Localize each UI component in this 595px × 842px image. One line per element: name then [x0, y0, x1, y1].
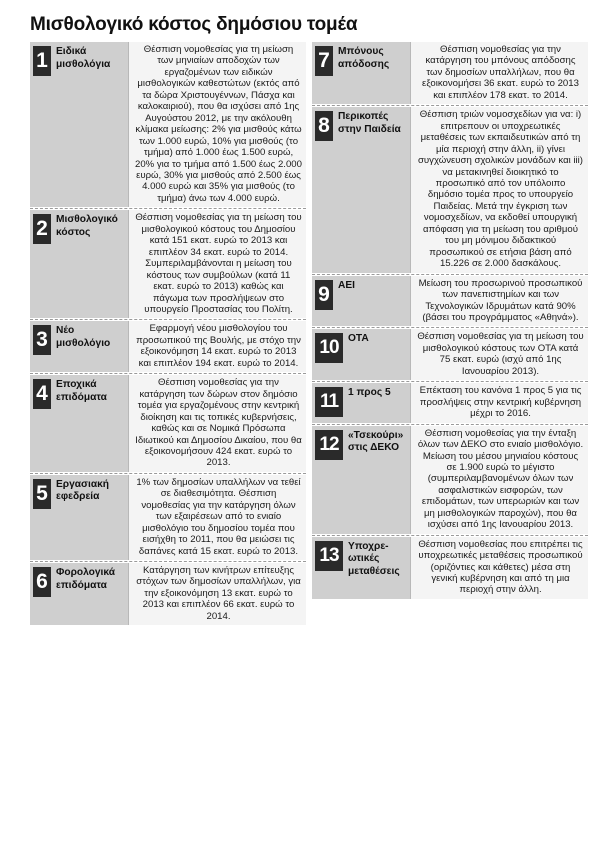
right-column	[312, 42, 588, 602]
list-item	[312, 426, 588, 534]
list-item	[30, 375, 306, 472]
item-text: Θέσπιση τριών νομοσχεδίων για να: i) επιτρεπουν οι υποχρεωτικές μεταθέσεις των εκπαιδευτικών από τη μία περιοχή στην άλλη, ii) γίνει συγχώνευση σχολικών μονάδων και iii) να μετακινηθεί διοικητικό το προσωπικό από τον υπόλοιπο δημόσιο τομέα προς το υπουργείο Παιδείας. Μετά την έγκριση των νομοσχεδίων, να εκδοθεί υπουργική απόφαση για τη μείωση του αριθμού του μη μόνιμου διδακτικού προσωπικού σε ετήσια βάση από 15.226 σε 2.000 δασκάλους.	[411, 107, 588, 272]
left-column	[30, 42, 306, 628]
list-item	[312, 383, 588, 422]
item-text: Επέκταση του κανόνα 1 προς 5 για τις προσλήψεις στην κεντρική κυβέρνηση μέχρι το 2016.	[411, 383, 588, 422]
list-item	[312, 276, 588, 327]
row-divider	[30, 319, 306, 320]
item-label: Περικοπές στην Παιδεία	[338, 111, 401, 135]
row-divider	[30, 208, 306, 209]
list-item	[312, 107, 588, 272]
page-title: Μισθολογικό κόστος δημόσιου τομέα	[30, 14, 358, 35]
row-divider	[312, 274, 588, 275]
list-item	[312, 42, 588, 104]
row-divider	[312, 327, 588, 328]
item-text: Θέσπιση νομοθεσίας για τη μείωση του μισθολογικού κόστους του Δημοσίου κατά 151 εκατ. ευρώ το 2013 και επιπλέον 34 εκατ. ευρώ το 2014. Συμπεριλαμβάνονται η μείωση του κόστους των συμβούλων (κατά 11 εκατ. ευρώ το 2013) καθώς και πάγωμα των προσλήψεων στο υπουργείο Προστασίας του Πολίτη.	[129, 210, 306, 318]
item-text: Θέσπιση νομοθεσίας για την ένταξη όλων των ΔΕΚΟ στο ενιαίο μισθολόγιο. Μείωση του μέσου μηνιαίου κόστους σε 1.900 ευρώ το μέγιστο (συμπεριλαμβανομένων όλων των ασφαλιστικών εισφορών, των επιδομάτων, των υπερωριών και των μη μισθολογικών παροχών), που θα ισχύσει από 1ης Ιανουαρίου 2013.	[411, 426, 588, 534]
item-label: Υποχρε-ωτικές μεταθέσεις	[348, 540, 400, 577]
item-number: 8	[315, 111, 333, 141]
item-label: Φορολογικά επιδόματα	[56, 567, 115, 591]
item-label: 1 προς 5	[348, 387, 391, 399]
item-number: 6	[33, 567, 51, 597]
item-number: 5	[33, 479, 51, 509]
item-label: «Τσεκούρι» στις ΔΕΚΟ	[348, 429, 404, 454]
row-divider	[312, 424, 588, 425]
item-number: 12	[315, 430, 343, 460]
item-text: Κατάργηση των κινήτρων επίτευξης στόχων των δημοσίων υπαλλήλων, για την εξοικονόμηση 13 εκατ. ευρώ το 2013 και επιπλέον 66 εκατ. ευρώ το 2014.	[129, 563, 306, 625]
item-number: 11	[315, 387, 343, 417]
item-number: 10	[315, 333, 343, 363]
item-text: Θέσπιση νομοθεσίας για τη μείωση των μηνιαίων αποδοχών των εργαζομένων των ειδικών μισθολογικών καθεστώτων (εκτός από τα δώρα Χριστουγέννων, Πάσχα και καλοκαιριού), που θα ισχύσει από 1ης Αυγούστου 2012, με την ακόλουθη κλίμακα μείωσης: 2% για μισθούς κάτω των 1.000 ευρώ, 10% για μισθούς (το τμήμα) από 1.000 έως 1.500 ευρώ, 20% για το τμήμα από 1.500 έως 2.000 ευρώ, 30% για μισθούς από 2.500 έως 4.000 ευρώ και 35% για μισθούς (το τμήμα) άνω των 4.000 ευρώ.	[129, 42, 306, 207]
item-number: 3	[33, 325, 51, 355]
item-label: Εποχικά επιδόματα	[56, 379, 107, 403]
item-text: Θέσπιση νομοθεσίας για τη μείωση του μισθολογικού κόστους των ΟΤΑ κατά 75 εκατ. ευρώ (ισχύ από 1ης Ιανουαρίου 2013).	[411, 329, 588, 380]
row-divider	[312, 105, 588, 106]
item-label: Μισθολογικό κόστος	[56, 214, 118, 238]
item-number: 2	[33, 214, 51, 244]
item-label: ΑΕΙ	[338, 279, 355, 291]
list-item	[312, 329, 588, 380]
item-number: 13	[315, 541, 343, 571]
item-label: Εργασιακή εφεδρεία	[56, 478, 109, 503]
item-text: Θέσπιση νομοθεσίας για την κατάργηση του μπόνους απόδοσης των δημοσίων υπαλλήλων, που θα εξοικονομήσει 36 εκατ. ευρώ το 2013 και επιπλέον 178 εκατ. το 2014.	[411, 42, 588, 104]
item-text: Θέσπιση νομοθεσίας για την κατάργηση των δώρων στον δημόσιο τομέα για εργαζομένους στην κεντρική διοίκηση και τις τοπικές κυβερνήσεις, καθώς και σε Νομικά Πρόσωπα Ιδιωτικού και Δημοσίου Δικαίου, που θα εξοικονομήσουν 424 εκατ. ευρώ το 2013.	[129, 375, 306, 472]
item-number: 7	[315, 46, 333, 76]
item-label: Ειδικά μισθολόγια	[56, 46, 111, 70]
row-divider	[312, 381, 588, 382]
row-divider	[30, 561, 306, 562]
item-text: 1% των δημοσίων υπαλλήλων να τεθεί σε διαθεσιμότητα. Θέσπιση νομοθεσίας για την κατάργηση όλων των εξαιρέσεων από το ενιαίο μισθολόγιο του δημοσίου τομέα που εισήχθη το 2011, που θα μειώσει τις δαπάνες κατά 15 εκατ. ευρώ το 2013.	[129, 475, 306, 560]
item-number: 4	[33, 379, 51, 409]
list-item	[30, 475, 306, 560]
list-item	[312, 537, 588, 599]
item-number: 1	[33, 46, 51, 76]
row-divider	[312, 535, 588, 536]
row-divider	[30, 473, 306, 474]
list-item	[30, 210, 306, 318]
item-label: Νέο μισθολόγιο	[56, 325, 111, 349]
item-label: ΟΤΑ	[348, 333, 369, 345]
item-label: Μπόνους απόδοσης	[338, 46, 390, 70]
item-text: Εφαρμογή νέου μισθολογίου του προσωπικού της Βουλής, με στόχο την εξοικονόμηση 14 εκατ. ευρώ το 2013 και επιπλέον 194 εκατ. ευρώ το 2014.	[129, 321, 306, 372]
item-text: Μείωση του προσωρινού προσωπικού των πανεπιστημίων και των Τεχνολογικών Ιδρυμάτων κατά 90% (βάσει του προγράμματος «Αθηνά»).	[411, 276, 588, 327]
item-text: Θέσπιση νομοθεσίας που επιτρέπει τις υποχρεωτικές μεταθέσεις προσωπικού (οριζόντιες και κάθετες) μέσα στη γενική κυβέρνηση και από τη μια περιοχή στην άλλη.	[411, 537, 588, 599]
item-number: 9	[315, 280, 333, 310]
list-item	[30, 321, 306, 372]
list-item	[30, 563, 306, 625]
list-item	[30, 42, 306, 207]
row-divider	[30, 373, 306, 374]
